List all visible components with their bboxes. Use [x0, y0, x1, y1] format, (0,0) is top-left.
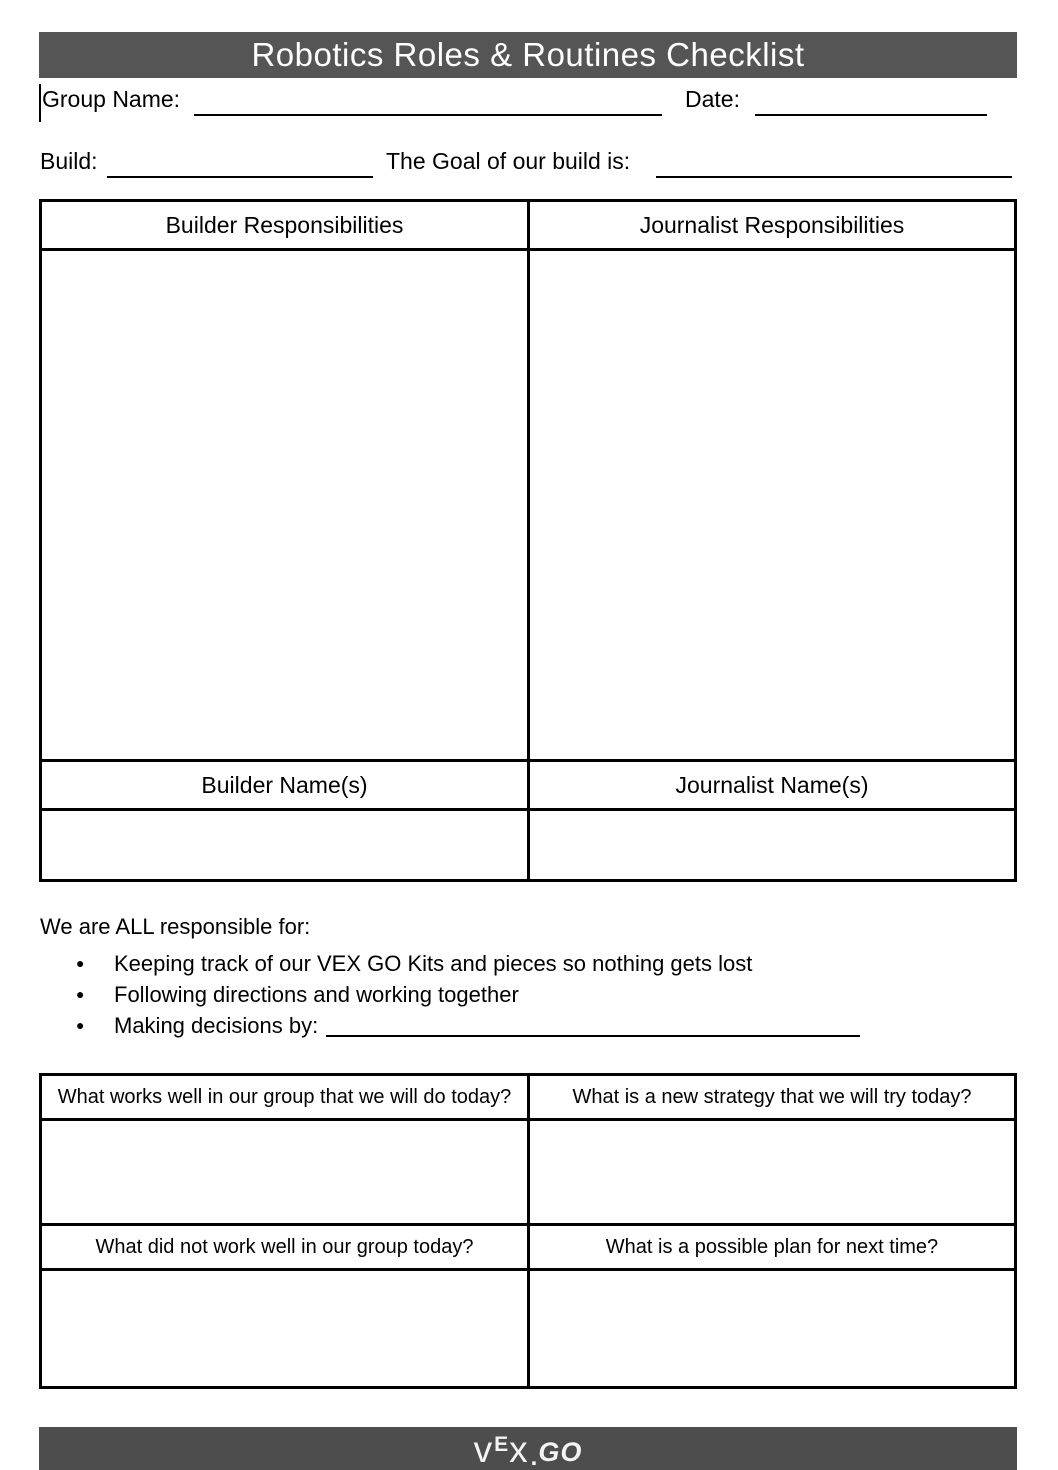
responsibility-item [40, 948, 1000, 979]
responsibility-item [40, 1010, 1000, 1041]
works-well-header: What works well in our group that we will do today? [42, 1076, 527, 1118]
logo-letter-e: E [494, 1432, 509, 1456]
not-work-well-cell[interactable] [42, 1268, 527, 1386]
title-bar [39, 32, 1017, 78]
responsibility-item-text: Making decisions by: [114, 1013, 319, 1038]
plan-next-time-cell[interactable] [527, 1268, 1014, 1386]
builder-names-cell[interactable] [42, 808, 527, 879]
date-blank[interactable] [755, 114, 987, 116]
page-title: Robotics Roles & Routines Checklist [251, 36, 805, 73]
reflection-table [39, 1073, 1017, 1389]
journalist-responsibilities-cell[interactable] [527, 248, 1014, 759]
group-name-label: Group Name: [42, 86, 181, 112]
logo-letter-x: x [509, 1428, 529, 1470]
works-well-cell[interactable] [42, 1118, 527, 1223]
logo-letter-v: v [473, 1428, 494, 1470]
responsibility-item [40, 979, 1000, 1010]
making-decisions-blank[interactable] [326, 1035, 860, 1037]
new-strategy-cell[interactable] [527, 1118, 1014, 1223]
journalist-names-header: Journalist Name(s) [527, 759, 1014, 808]
logo-go: GO [538, 1437, 583, 1468]
logo-dot: . [530, 1443, 538, 1470]
not-work-well-header: What did not work well in our group today? [42, 1223, 527, 1268]
responsibility-item-text: Keeping track of our VEX GO Kits and pieces so nothing gets lost [114, 951, 753, 976]
responsibilities-list [40, 948, 1000, 1041]
vex-go-logo [473, 1428, 583, 1470]
footer-bar [39, 1427, 1017, 1470]
build-blank[interactable] [107, 176, 373, 178]
journalist-names-cell[interactable] [527, 808, 1014, 879]
builder-responsibilities-cell[interactable] [42, 248, 527, 759]
responsibility-item-text: Following directions and working together [114, 982, 519, 1007]
build-goal-row [0, 148, 1058, 184]
goal-blank[interactable] [656, 176, 1012, 178]
new-strategy-header: What is a new strategy that we will try today? [527, 1076, 1014, 1118]
build-label: Build: [40, 148, 98, 174]
group-name-date-row [0, 86, 1058, 122]
roles-table [39, 199, 1017, 882]
builder-responsibilities-header: Builder Responsibilities [42, 202, 527, 248]
responsibilities-intro: We are ALL responsible for: [40, 914, 311, 939]
plan-next-time-header: What is a possible plan for next time? [527, 1223, 1014, 1268]
journalist-responsibilities-header: Journalist Responsibilities [527, 202, 1014, 248]
group-name-blank[interactable] [194, 114, 662, 116]
goal-label: The Goal of our build is: [386, 148, 631, 174]
text-cursor [39, 84, 41, 122]
builder-names-header: Builder Name(s) [42, 759, 527, 808]
date-label: Date: [685, 86, 740, 112]
